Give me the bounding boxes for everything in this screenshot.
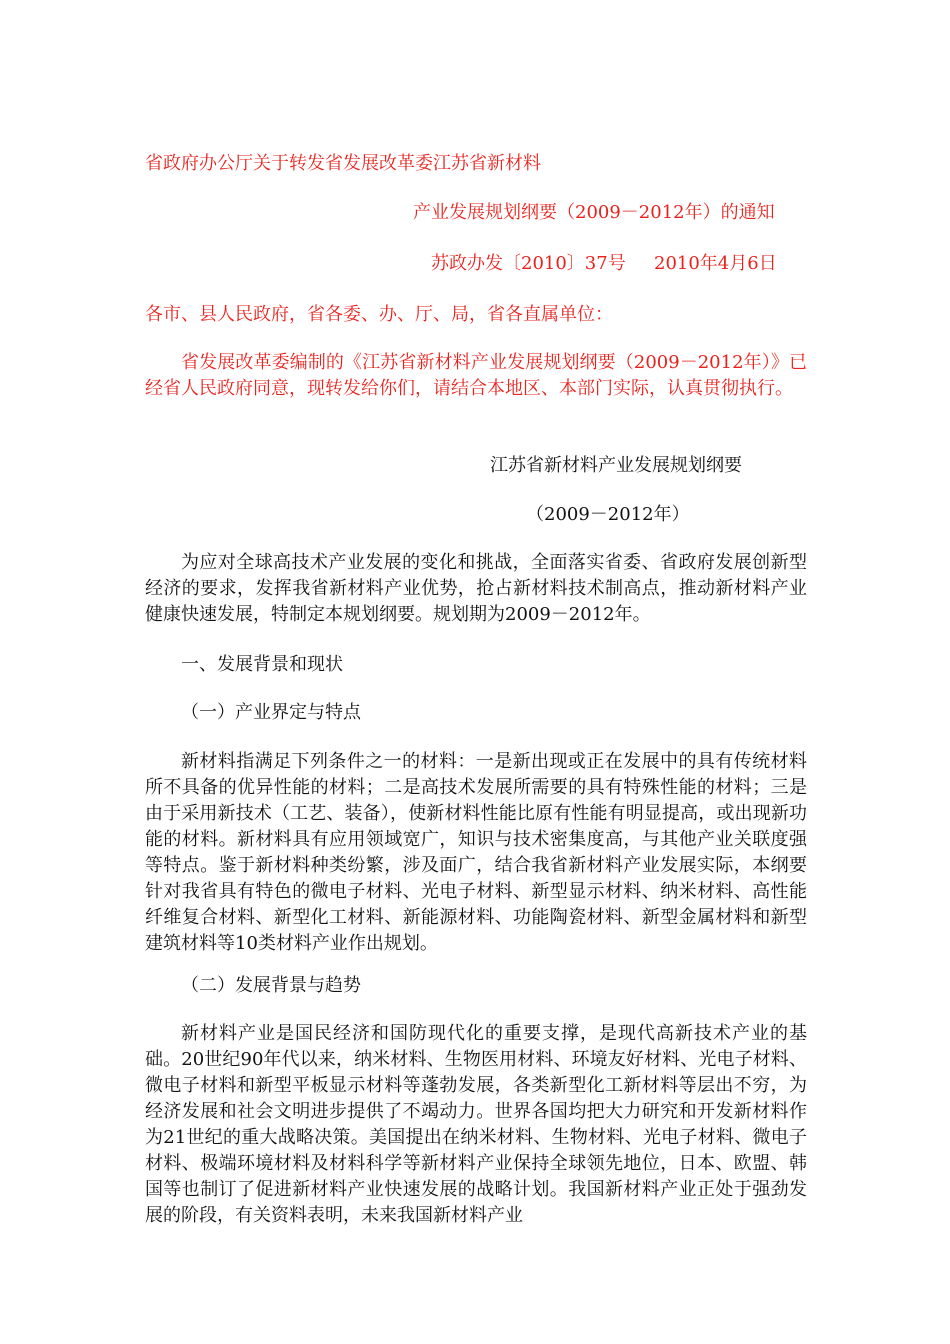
- document-number: 苏政办发〔2010〕37号: [431, 253, 626, 274]
- intro-section: [145, 550, 807, 628]
- section-heading-1: 一、发展背景和现状: [181, 654, 343, 675]
- notice-body: [145, 350, 807, 402]
- subsection-1-body: [145, 749, 807, 957]
- addressee-line: 各市、县人民政府，省各委、办、厅、局，省各直属单位：: [145, 304, 613, 325]
- intro-paragraph: 为应对全球高技术产业发展的变化和挑战，全面落实省委、省政府发展创新型经济的要求，发挥我省新材料产业优势，抢占新材料技术制高点，推动新材料产业健康快速发展，特制定本规划纲要。规划期为2009－2012年。: [145, 552, 807, 625]
- subsection-2-body: [145, 1021, 807, 1229]
- notice-body-paragraph: 省发展改革委编制的《江苏省新材料产业发展规划纲要（2009－2012年）》已经省人民政府同意，现转发给你们，请结合本地区、本部门实际，认真贯彻执行。: [145, 352, 807, 399]
- subsection-heading-1: （一）产业界定与特点: [181, 702, 361, 723]
- subsection-2-paragraph: 新材料产业是国民经济和国防现代化的重要支撑，是现代高新技术产业的基础。20世纪90年代以来，纳米材料、生物医用材料、环境友好材料、光电子材料、微电子材料和新型平板显示材料等蓬勃发展，各类新型化工新材料等层出不穷，为经济发展和社会文明进步提供了不竭动力。世界各国均把大力研究和开发新材料作为21世纪的重大战略决策。美国提出在纳米材料、生物材料、光电子材料、微电子材料、极端环境材料及材料科学等新材料产业保持全球领先地位，日本、欧盟、韩国等也制订了促进新材料产业快速发展的战略计划。我国新材料产业正处于强劲发展的阶段，有关资料表明，未来我国新材料产业: [145, 1023, 807, 1226]
- subsection-1-paragraph: 新材料指满足下列条件之一的材料：一是新出现或正在发展中的具有传统材料所不具备的优异性能的材料；二是高技术发展所需要的具有特殊性能的材料；三是由于采用新技术（工艺、装备），使新材料性能比原有性能有明显提高，或出现新功能的材料。新材料具有应用领域宽广，知识与技术密集度高，与其他产业关联度强等特点。鉴于新材料种类纷繁，涉及面广，结合我省新材料产业发展实际，本纲要针对我省具有特色的微电子材料、光电子材料、新型显示材料、纳米材料、高性能纤维复合材料、新型化工材料、新能源材料、功能陶瓷材料、新型金属材料和新型建筑材料等10类材料产业作出规划。: [145, 751, 807, 954]
- notice-title-line1: 省政府办公厅关于转发省发展改革委江苏省新材料: [145, 153, 541, 174]
- document-date: 2010年4月6日: [654, 253, 777, 274]
- outline-period: （2009－2012年）: [526, 504, 690, 525]
- notice-title-line2: 产业发展规划纲要（2009－2012年）的通知: [413, 202, 775, 223]
- subsection-heading-2: （二）发展背景与趋势: [181, 975, 361, 996]
- outline-title: 江苏省新材料产业发展规划纲要: [490, 455, 742, 476]
